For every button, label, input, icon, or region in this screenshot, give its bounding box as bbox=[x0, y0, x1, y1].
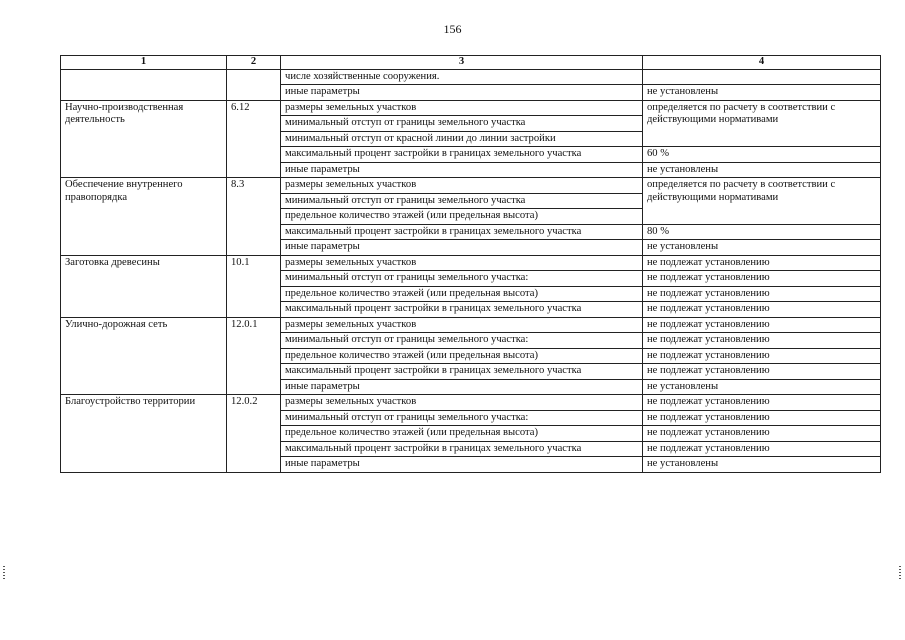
parameter-value-cell: не установлены bbox=[643, 379, 881, 395]
parameter-cell: минимальный отступ от границы земельного участка: bbox=[281, 333, 643, 349]
parameter-cell: предельное количество этажей (или предельная высота) bbox=[281, 426, 643, 442]
land-use-code: 12.0.1 bbox=[227, 317, 281, 395]
parameter-cell: иные параметры bbox=[281, 457, 643, 473]
table-row bbox=[61, 317, 881, 333]
parameter-cell: размеры земельных участков bbox=[281, 395, 643, 411]
parameter-value-cell: не подлежат установлению bbox=[643, 441, 881, 457]
header-col-2: 2 bbox=[227, 56, 281, 70]
parameter-value-cell: не установлены bbox=[643, 162, 881, 178]
parameter-cell: максимальный процент застройки в границах земельного участка bbox=[281, 441, 643, 457]
land-use-name: Заготовка древесины bbox=[61, 255, 227, 317]
parameter-cell: иные параметры bbox=[281, 85, 643, 101]
header-col-4: 4 bbox=[643, 56, 881, 70]
parameter-value-cell: не установлены bbox=[643, 85, 881, 101]
parameter-cell: предельное количество этажей (или предельная высота) bbox=[281, 348, 643, 364]
parameter-value-cell: определяется по расчету в соответствии с действующими нормативами bbox=[643, 178, 881, 225]
parameter-cell: минимальный отступ от границы земельного участка: bbox=[281, 271, 643, 287]
parameter-cell: предельное количество этажей (или предельная высота) bbox=[281, 209, 643, 225]
parameter-value-cell: определяется по расчету в соответствии с действующими нормативами bbox=[643, 100, 881, 147]
parameter-value-cell bbox=[643, 69, 881, 85]
parameter-cell: минимальный отступ от границы земельного участка: bbox=[281, 410, 643, 426]
parameter-value-cell: не подлежат установлению bbox=[643, 302, 881, 318]
parameter-cell: максимальный процент застройки в границах земельного участка bbox=[281, 224, 643, 240]
land-use-name bbox=[61, 69, 227, 100]
parameter-value-cell: не подлежат установлению bbox=[643, 348, 881, 364]
table-row bbox=[61, 178, 881, 194]
land-use-name: Обеспечение внутреннего правопорядка bbox=[61, 178, 227, 256]
parameter-cell: предельное количество этажей (или предельная высота) bbox=[281, 286, 643, 302]
land-use-code: 6.12 bbox=[227, 100, 281, 178]
header-row bbox=[61, 56, 881, 70]
land-use-code: 10.1 bbox=[227, 255, 281, 317]
land-use-name: Благоустройство территории bbox=[61, 395, 227, 473]
parameter-cell: иные параметры bbox=[281, 240, 643, 256]
parameter-cell: минимальный отступ от красной линии до линии застройки bbox=[281, 131, 643, 147]
parameter-value-cell: 80 % bbox=[643, 224, 881, 240]
scan-edge-mark-left bbox=[3, 566, 5, 580]
parameter-value-cell: не установлены bbox=[643, 240, 881, 256]
parameter-cell: размеры земельных участков bbox=[281, 255, 643, 271]
parameter-value-cell: не подлежат установлению bbox=[643, 364, 881, 380]
parameter-value-cell: не подлежат установлению bbox=[643, 395, 881, 411]
parameter-cell: минимальный отступ от границы земельного участка bbox=[281, 193, 643, 209]
parameter-value-cell: не установлены bbox=[643, 457, 881, 473]
land-use-name: Научно-производственная деятельность bbox=[61, 100, 227, 178]
land-use-code: 8.3 bbox=[227, 178, 281, 256]
parameter-value-cell: не подлежат установлению bbox=[643, 426, 881, 442]
parameter-cell: числе хозяйственные сооружения. bbox=[281, 69, 643, 85]
land-use-name: Улично-дорожная сеть bbox=[61, 317, 227, 395]
parameter-cell: максимальный процент застройки в границах земельного участка bbox=[281, 302, 643, 318]
scan-edge-mark-right bbox=[899, 566, 901, 580]
parameter-value-cell: не подлежат установлению bbox=[643, 410, 881, 426]
parameter-value-cell: не подлежат установлению bbox=[643, 255, 881, 271]
land-use-code bbox=[227, 69, 281, 100]
parameter-cell: максимальный процент застройки в границах земельного участка bbox=[281, 147, 643, 163]
parameter-cell: максимальный процент застройки в границах земельного участка bbox=[281, 364, 643, 380]
parameter-cell: минимальный отступ от границы земельного участка bbox=[281, 116, 643, 132]
parameter-value-cell: 60 % bbox=[643, 147, 881, 163]
header-col-1: 1 bbox=[61, 56, 227, 70]
parameter-cell: иные параметры bbox=[281, 162, 643, 178]
table-row bbox=[61, 395, 881, 411]
table-row bbox=[61, 69, 881, 85]
parameter-value-cell: не подлежат установлению bbox=[643, 286, 881, 302]
parameter-cell: размеры земельных участков bbox=[281, 317, 643, 333]
parameter-cell: размеры земельных участков bbox=[281, 178, 643, 194]
parameter-value-cell: не подлежат установлению bbox=[643, 333, 881, 349]
header-col-3: 3 bbox=[281, 56, 643, 70]
page-number: 156 bbox=[443, 22, 462, 36]
land-use-code: 12.0.2 bbox=[227, 395, 281, 473]
parameter-cell: иные параметры bbox=[281, 379, 643, 395]
parameter-cell: размеры земельных участков bbox=[281, 100, 643, 116]
parameter-value-cell: не подлежат установлению bbox=[643, 271, 881, 287]
table-row bbox=[61, 100, 881, 116]
table-row bbox=[61, 255, 881, 271]
regulations-table bbox=[60, 55, 881, 473]
table-body bbox=[61, 69, 881, 472]
parameter-value-cell: не подлежат установлению bbox=[643, 317, 881, 333]
